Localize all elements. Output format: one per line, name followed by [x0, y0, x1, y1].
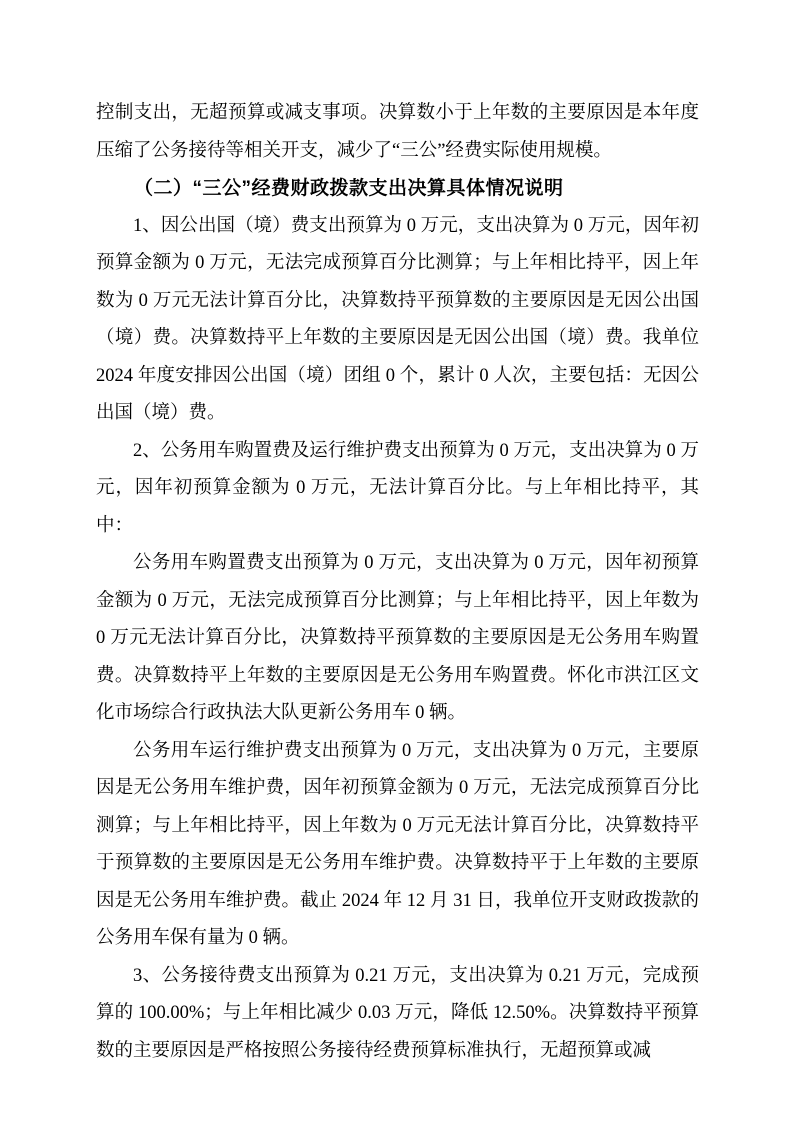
- paragraph-continuation: 控制支出，无超预算或减支事项。决算数小于上年数的主要原因是本年度压缩了公务接待等相关开支，减少了“三公”经费实际使用规模。: [96, 103, 699, 161]
- paragraph-item-1-official-visits-abroad: 1、因公出国（境）费支出预算为 0 万元，支出决算为 0 万元，因年初预算金额为 0 万元，无法完成预算百分比测算；与上年相比持平，因上年数为 0 万元无法计算百分比，决算数持平预算数的主要原因是无因公出国（境）费。决算数持平上年数的主要原因是无因公出国（境）费。我单位 2024 年度安排因公出国（境）团组 0 个，累计 0 人次，主要包括：无因公出国（境）费。: [96, 215, 699, 423]
- paragraph-vehicle-purchase-expense: 公务用车购置费支出预算为 0 万元，支出决算为 0 万元，因年初预算金额为 0 万元，无法完成预算百分比测算；与上年相比持平，因上年数为 0 万元无法计算百分比，决算数持平预算数的主要原因是无公务用车购置费。决算数持平上年数的主要原因是无公务用车购置费。怀化市洪江区文化市场综合行政执法大队更新公务用车 0 辆。: [96, 553, 699, 723]
- paragraph-item-3-official-reception: 3、公务接待费支出预算为 0.21 万元，支出决算为 0.21 万元，完成预算的 100.00%；与上年相比减少 0.03 万元，降低 12.50%。决算数持平预算数的主要原因是严格按照公务接待经费预算标准执行，无超预算或减: [96, 965, 699, 1061]
- document-body: [96, 95, 699, 1070]
- paragraph-vehicle-maintenance-expense: 公务用车运行维护费支出预算为 0 万元，支出决算为 0 万元，主要原因是无公务用车维护费，因年初预算金额为 0 万元，无法完成预算百分比测算；与上年相比持平，因上年数为 0 万元无法计算百分比，决算数持平于预算数的主要原因是无公务用车维护费。决算数持平于上年数的主要原因是无公务用车维护费。截止 2024 年 12 月 31 日，我单位开支财政拨款的公务用车保有量为 0 辆。: [96, 740, 699, 948]
- paragraph-item-2-official-vehicles: 2、公务用车购置费及运行维护费支出预算为 0 万元，支出决算为 0 万元，因年初预算金额为 0 万元，无法计算百分比。与上年相比持平，其中：: [96, 440, 699, 536]
- section-heading: （二）“三公”经费财政拨款支出决算具体情况说明: [134, 178, 564, 199]
